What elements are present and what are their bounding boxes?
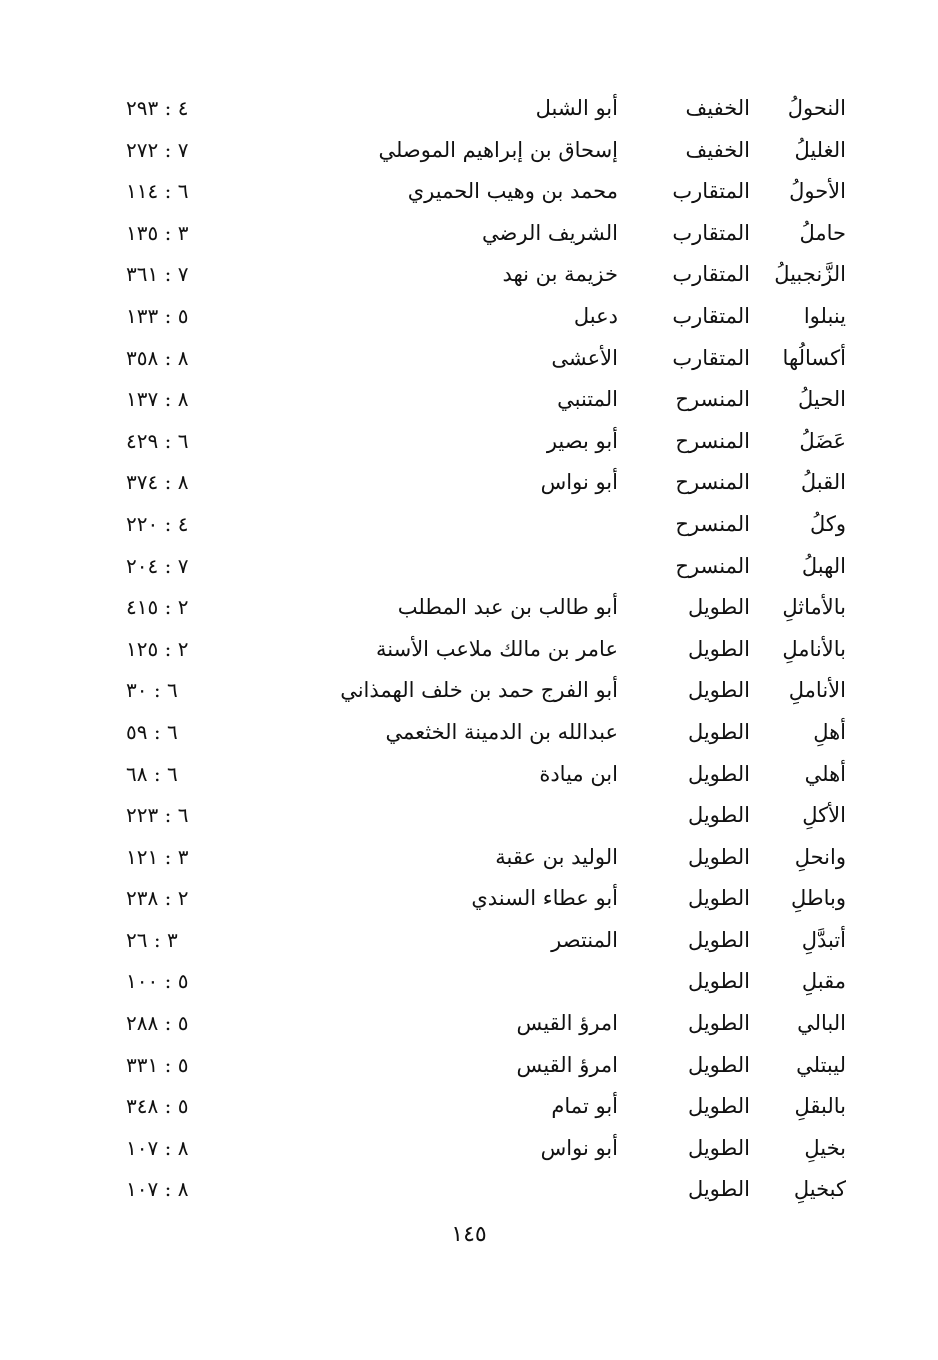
- meter-cell: الخفيف: [685, 137, 750, 162]
- poet-cell: أبو بصير: [546, 428, 618, 453]
- reference-cell: ٣ : ١٢١: [126, 844, 189, 869]
- rhyme-cell: أهلي: [804, 761, 846, 786]
- rhyme-cell: بالأماثلِ: [782, 595, 846, 620]
- table-row: [0, 462, 938, 504]
- poet-cell: أبو الفرج حمد بن خلف الهمذاني: [340, 678, 618, 703]
- reference-cell: ٣ : ٢٦: [126, 927, 178, 952]
- poet-cell: المتنبي: [557, 387, 618, 412]
- poet-cell: أبو طالب بن عبد المطلب: [397, 595, 618, 620]
- table-row: [0, 1169, 938, 1211]
- reference-cell: ٦ : ٦٨: [126, 761, 178, 786]
- table-row: [0, 421, 938, 463]
- poet-cell: عامر بن مالك ملاعب الأسنة: [376, 636, 618, 661]
- meter-cell: الطويل: [687, 719, 750, 744]
- reference-cell: ٢ : ٢٣٨: [126, 886, 189, 911]
- rhyme-cell: أكسالُها: [782, 345, 846, 370]
- table-row: [0, 961, 938, 1003]
- rhyme-cell: الهبلُ: [801, 553, 846, 578]
- meter-cell: المتقارب: [672, 303, 750, 328]
- reference-cell: ٢ : ١٢٥: [126, 636, 189, 661]
- rhyme-cell: الغليلُ: [794, 137, 846, 162]
- reference-cell: ٣ : ١٣٥: [126, 220, 189, 245]
- rhyme-cell: وكلُ: [809, 511, 846, 536]
- table-row: [0, 379, 938, 421]
- reference-cell: ٨ : ١٣٧: [126, 387, 189, 412]
- table-row: [0, 1003, 938, 1045]
- poet-cell: الشريف الرضي: [482, 220, 618, 245]
- rhyme-cell: الزَّنجبيلُ: [774, 262, 846, 287]
- meter-cell: الطويل: [687, 761, 750, 786]
- meter-cell: المتقارب: [672, 345, 750, 370]
- table-row: [0, 254, 938, 296]
- rhyme-cell: أهلِ: [813, 719, 846, 744]
- reference-cell: ٧ : ٢٧٢: [126, 137, 189, 162]
- poet-cell: ابن ميادة: [539, 761, 618, 786]
- reference-cell: ٨ : ١٠٧: [126, 1177, 189, 1202]
- poet-cell: خزيمة بن نهد: [502, 262, 618, 287]
- table-row: [0, 1128, 938, 1170]
- rhyme-cell: الأحولُ: [789, 179, 846, 204]
- reference-cell: ٦ : ١١٤: [126, 179, 189, 204]
- meter-cell: الخفيف: [685, 96, 750, 120]
- poet-cell: أبو الشبل: [535, 96, 618, 120]
- meter-cell: الطويل: [687, 636, 750, 661]
- poet-cell: أبو تمام: [551, 1094, 618, 1119]
- rhyme-cell: وانحلِ: [794, 844, 846, 869]
- reference-cell: ٦ : ٣٠: [126, 678, 178, 703]
- meter-cell: الطويل: [687, 1094, 750, 1119]
- page-number: ١٤٥: [451, 1222, 487, 1247]
- poet-cell: المنتصر: [551, 927, 618, 952]
- meter-cell: المنسرح: [675, 470, 750, 495]
- table-row: [0, 1086, 938, 1128]
- reference-cell: ٦ : ٢٢٣: [126, 803, 189, 828]
- meter-cell: المنسرح: [675, 387, 750, 412]
- table-row: [0, 795, 938, 837]
- meter-cell: الطويل: [687, 1052, 750, 1077]
- meter-cell: الطويل: [687, 678, 750, 703]
- reference-cell: ٨ : ٣٥٨: [126, 345, 189, 370]
- meter-cell: المنسرح: [675, 428, 750, 453]
- meter-cell: الطويل: [687, 803, 750, 828]
- table-row: [0, 546, 938, 588]
- rhyme-cell: وباطلِ: [790, 886, 846, 911]
- meter-cell: المنسرح: [675, 553, 750, 578]
- reference-cell: ٦ : ٥٩: [126, 719, 178, 744]
- meter-cell: المنسرح: [675, 511, 750, 536]
- rhyme-cell: أتبدَّلِ: [801, 927, 846, 952]
- rhyme-cell: البالي: [797, 1011, 846, 1036]
- meter-cell: الطويل: [687, 1135, 750, 1160]
- poet-cell: امرؤ القيس: [516, 1052, 618, 1077]
- table-row: [0, 88, 938, 130]
- table-row: [0, 171, 938, 213]
- index-table: [0, 88, 938, 1211]
- table-row: [0, 213, 938, 255]
- meter-cell: الطويل: [687, 969, 750, 994]
- reference-cell: ٥ : ٢٨٨: [126, 1011, 189, 1036]
- poet-cell: أبو عطاء السندي: [471, 886, 618, 911]
- table-row: [0, 629, 938, 671]
- meter-cell: المتقارب: [672, 179, 750, 204]
- rhyme-cell: الأكلِ: [802, 803, 846, 828]
- table-row: [0, 712, 938, 754]
- table-row: [0, 920, 938, 962]
- poet-cell: الوليد بن عقبة: [495, 844, 618, 869]
- poet-cell: الأعشى: [551, 345, 618, 370]
- table-row: [0, 1045, 938, 1087]
- meter-cell: المتقارب: [672, 220, 750, 245]
- table-row: [0, 296, 938, 338]
- reference-cell: ٢ : ٤١٥: [126, 595, 189, 620]
- poet-cell: امرؤ القيس: [516, 1011, 618, 1036]
- rhyme-cell: بالأناملِ: [782, 636, 846, 661]
- reference-cell: ٥ : ٣٤٨: [126, 1094, 189, 1119]
- rhyme-cell: الحيلُ: [797, 387, 846, 412]
- meter-cell: المتقارب: [672, 262, 750, 287]
- meter-cell: الطويل: [687, 1011, 750, 1036]
- rhyme-cell: ينبلوا: [803, 303, 846, 328]
- rhyme-cell: النحولُ: [787, 96, 846, 120]
- table-row: [0, 504, 938, 546]
- table-row: [0, 670, 938, 712]
- meter-cell: الطويل: [687, 1177, 750, 1202]
- poet-cell: محمد بن وهيب الحميري: [407, 179, 618, 204]
- meter-cell: الطويل: [687, 927, 750, 952]
- rhyme-cell: القبلُ: [800, 470, 846, 495]
- table-row: [0, 878, 938, 920]
- rhyme-cell: مقبلِ: [801, 969, 846, 994]
- table-row: [0, 754, 938, 796]
- table-row: [0, 130, 938, 172]
- meter-cell: الطويل: [687, 844, 750, 869]
- table-row: [0, 587, 938, 629]
- rhyme-cell: بخيلِ: [804, 1135, 846, 1160]
- meter-cell: الطويل: [687, 886, 750, 911]
- rhyme-cell: الأناملِ: [788, 678, 846, 703]
- reference-cell: ٤ : ٢٢٠: [126, 511, 189, 536]
- rhyme-cell: عَضَلُ: [799, 428, 846, 453]
- reference-cell: ٧ : ٢٠٤: [126, 553, 189, 578]
- poet-cell: دعبل: [573, 303, 618, 328]
- meter-cell: الطويل: [687, 595, 750, 620]
- reference-cell: ٥ : ٣٣١: [126, 1052, 189, 1077]
- poet-cell: أبو نواس: [540, 470, 618, 495]
- rhyme-cell: ليبتلي: [796, 1052, 846, 1077]
- poet-cell: عبدالله بن الدمينة الخثعمي: [385, 719, 618, 744]
- poet-cell: إسحاق بن إبراهيم الموصلي: [378, 137, 618, 162]
- rhyme-cell: كبخيلِ: [793, 1177, 846, 1202]
- rhyme-cell: بالبقلِ: [794, 1094, 846, 1119]
- reference-cell: ٥ : ١٠٠: [126, 969, 189, 994]
- reference-cell: ٦ : ٤٢٩: [126, 428, 189, 453]
- table-row: [0, 837, 938, 879]
- reference-cell: ٧ : ٣٦١: [126, 262, 189, 287]
- reference-cell: ٥ : ١٣٣: [126, 303, 189, 328]
- rhyme-cell: حاملُ: [799, 220, 846, 245]
- reference-cell: ٤ : ٢٩٣: [126, 96, 189, 120]
- reference-cell: ٨ : ١٠٧: [126, 1135, 189, 1160]
- poet-cell: أبو نواس: [540, 1135, 618, 1160]
- reference-cell: ٨ : ٣٧٤: [126, 470, 189, 495]
- table-row: [0, 338, 938, 380]
